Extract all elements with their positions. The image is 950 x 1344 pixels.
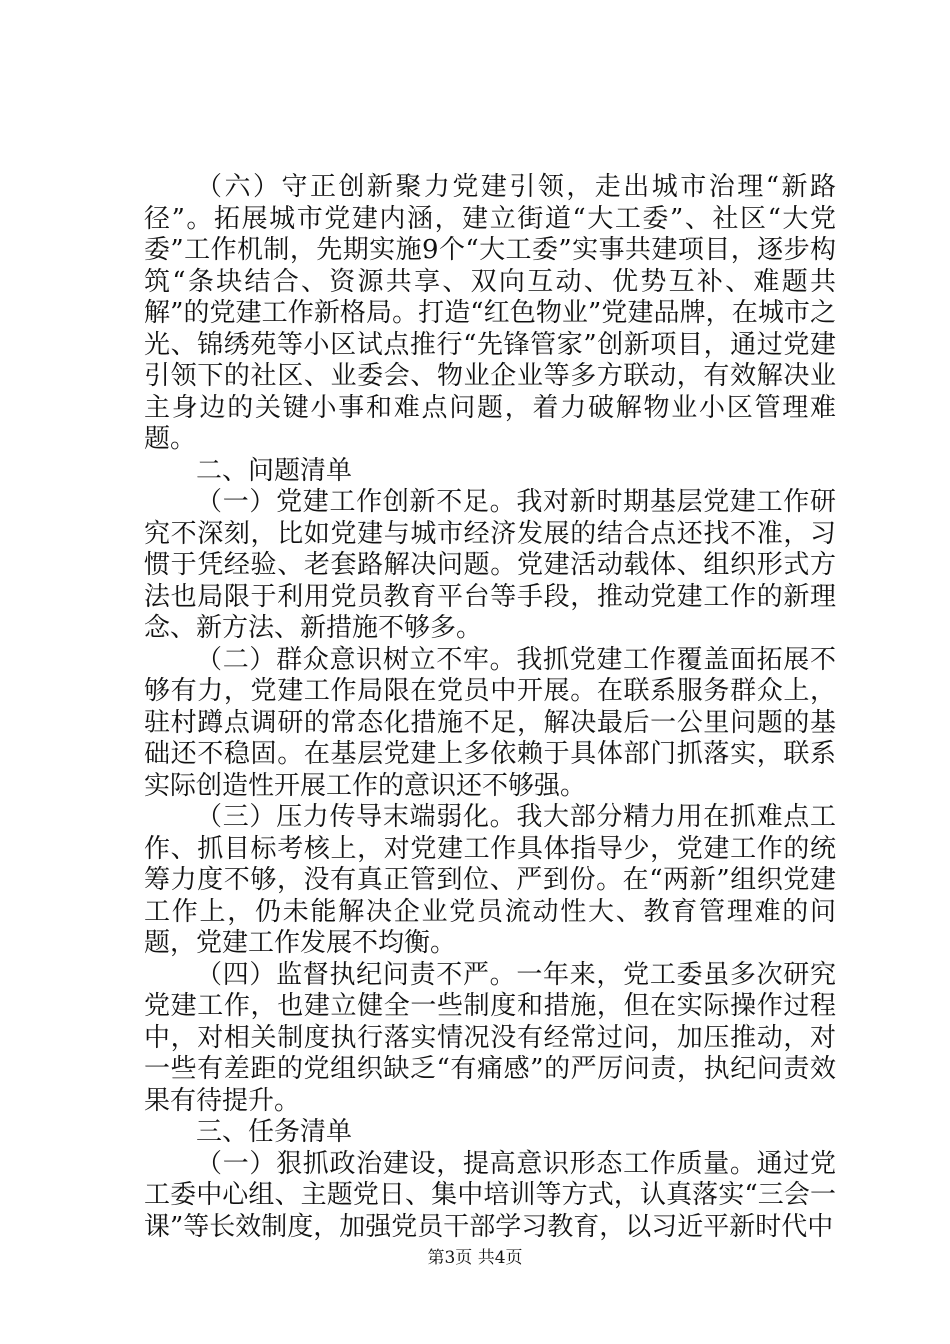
heading-problem-list: 二、问题清单 — [196, 455, 353, 486]
paragraph-problem-4: （四）监督执纪问责不严。一年来，党工委虽多次研究党建工作，也建立健全一些制度和措施，但在实际操作过程中，对相关制度执行落实情况没有经常过问，加压推动，对一些有差距的党组织缺乏“有痛感”的严厉问责，执纪问责效果有待提升。 — [144, 959, 836, 1116]
paragraph-problem-3: （三）压力传导末端弱化。我大部分精力用在抓难点工作、抓目标考核上，对党建工作具体指导少，党建工作的统筹力度不够，没有真正管到位、严到份。在“两新”组织党建工作上，仍未能解决企业党员流动性大、教育管理难的问题，党建工作发展不均衡。 — [144, 802, 836, 958]
paragraph-problem-1: （一）党建工作创新不足。我对新时期基层党建工作研究不深刻，比如党建与城市经济发展的结合点还找不准，习惯于凭经验、老套路解决问题。党建活动载体、组织形式方法也局限于利用党员教育平台等手段，推动党建工作的新理念、新方法、新措施不够多。 — [144, 487, 836, 643]
paragraph-task-1: （一）狠抓政治建设，提高意识形态工作质量。通过党工委中心组、主题党日、集中培训等方式，认真落实“三会一课”等长效制度，加强党员干部学习教育，以习近平新时代中 — [144, 1148, 836, 1242]
document-body — [144, 172, 836, 1243]
paragraph-problem-2: （二）群众意识树立不牢。我抓党建工作覆盖面拓展不够有力，党建工作局限在党员中开展。在联系服务群众上，驻村蹲点调研的常态化措施不足，解决最后一公里问题的基础还不稳固。在基层党建上多依赖于具体部门抓落实，联系实际创造性开展工作的意识还不够强。 — [144, 644, 836, 801]
page-footer: 第3页 共4页 — [427, 1248, 523, 1268]
paragraph-section-6: （六）守正创新聚力党建引领，走出城市治理“新路径”。拓展城市党建内涵，建立街道“大工委”、社区“大党委”工作机制，先期实施9个“大工委”实事共建项目，逐步构筑“条块结合、资源共享、双向互动、优势互补、难题共解”的党建工作新格局。打造“红色物业”党建品牌，在城市之光、锦绣苑等小区试点推行“先锋管家”创新项目，通过党建引领下的社区、业委会、物业企业等多方联动，有效解决业主身边的关键小事和难点问题，着力破解物业小区管理难题。 — [144, 172, 836, 454]
heading-task-list: 三、任务清单 — [196, 1117, 353, 1147]
